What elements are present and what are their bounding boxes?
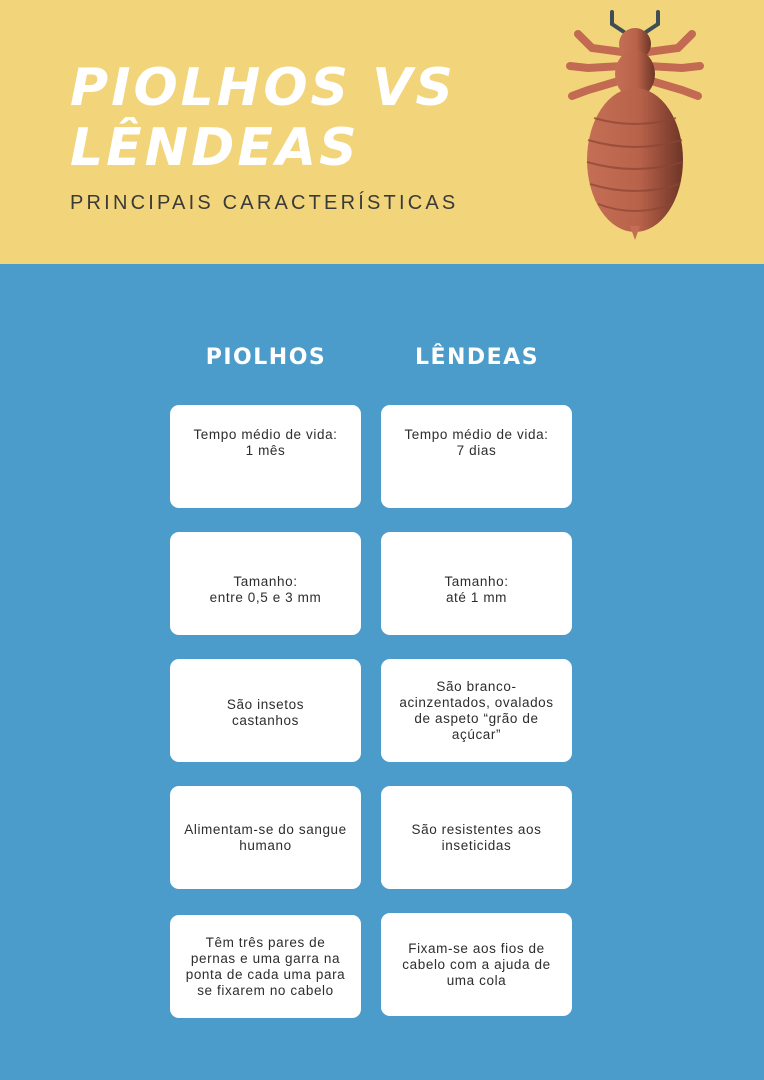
page-subtitle: PRINCIPAIS CARACTERÍSTICAS — [70, 192, 459, 214]
card-piolhos-2 — [170, 532, 361, 635]
card-lendeas-1 — [381, 405, 572, 508]
title-line-1: PIOLHOS VS — [70, 58, 456, 118]
card-lendeas-4 — [381, 786, 572, 889]
louse-icon — [560, 8, 710, 244]
card-text: Tempo médio de vida: 7 dias — [404, 427, 549, 458]
title-line-2: LÊNDEAS — [70, 118, 360, 178]
column-header-piolhos: PIOLHOS — [205, 345, 327, 370]
card-lendeas-3 — [381, 659, 572, 762]
card-piolhos-1 — [170, 405, 361, 508]
card-text: Tempo médio de vida: 1 mês — [193, 427, 338, 458]
card-lendeas-2 — [381, 532, 572, 635]
card-text: Têm três pares de pernas e uma garra na ponta de cada uma para se fixarem no cabelo — [185, 934, 346, 998]
card-text: Alimentam-se do sangue humano — [184, 821, 347, 853]
column-header-lendeas: LÊNDEAS — [414, 345, 540, 370]
card-piolhos-5 — [170, 915, 361, 1018]
card-piolhos-3 — [170, 659, 361, 762]
card-text: Fixam-se aos fios de cabelo com a ajuda de uma cola — [402, 940, 551, 988]
card-lendeas-5 — [381, 913, 572, 1016]
page-title — [70, 58, 540, 178]
card-text: São insetos castanhos — [226, 697, 305, 728]
card-text: São branco- acinzentados, ovalados de aspeto “grão de açúcar” — [399, 678, 554, 742]
card-text: Tamanho: entre 0,5 e 3 mm — [209, 573, 322, 605]
card-piolhos-4 — [170, 786, 361, 889]
card-text: Tamanho: até 1 mm — [444, 573, 509, 605]
card-text: São resistentes aos inseticidas — [411, 821, 542, 853]
